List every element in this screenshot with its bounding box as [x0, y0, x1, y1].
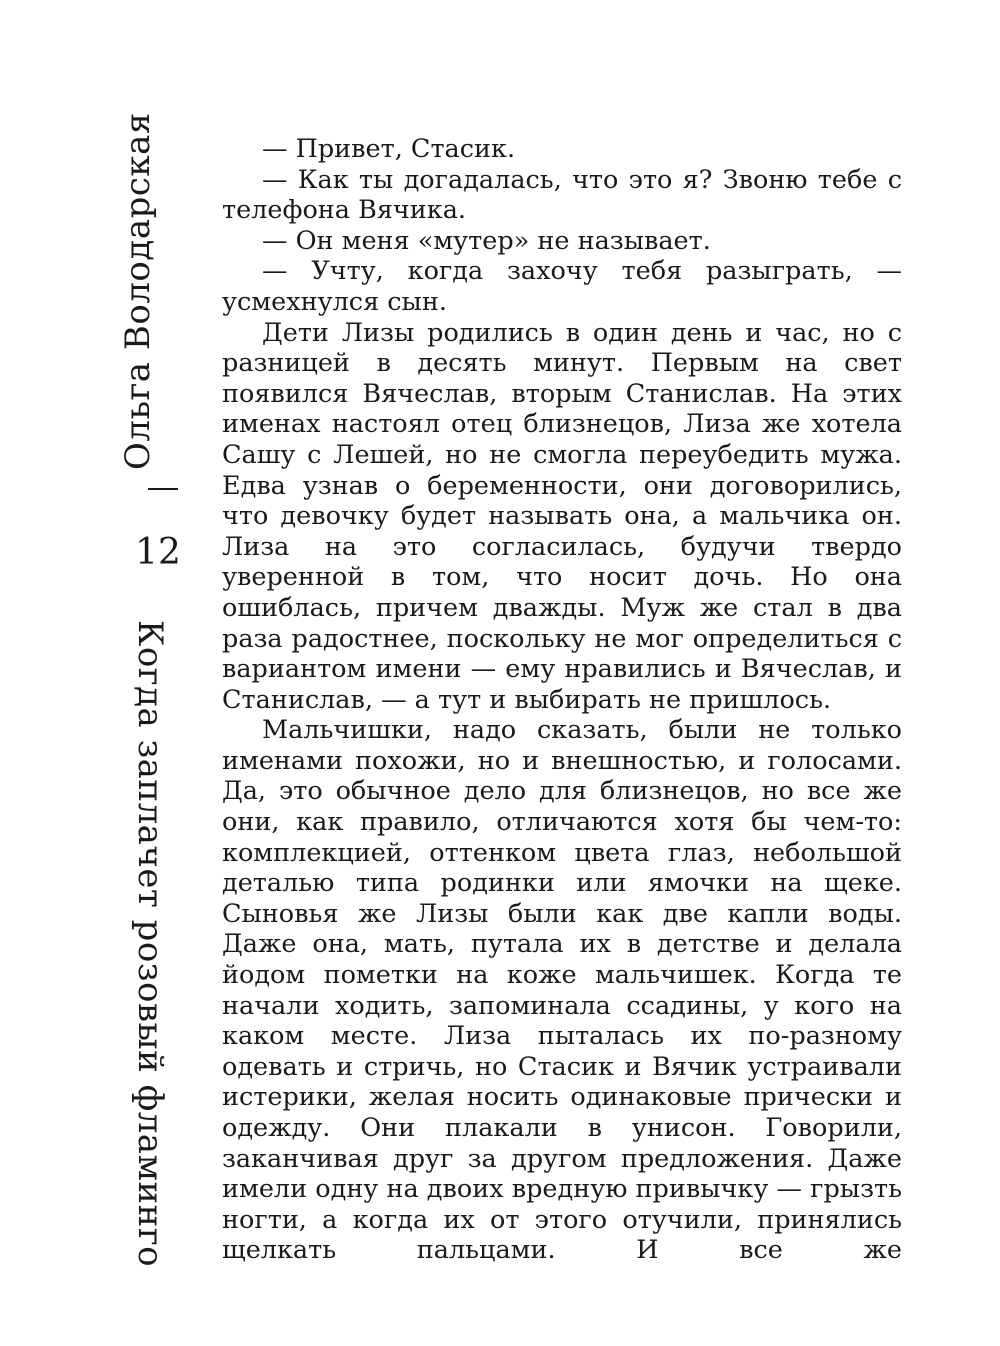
- running-head-author: Ольга Володарская: [118, 112, 158, 470]
- page-body-text: [222, 134, 902, 1266]
- page-number: 12: [135, 532, 181, 573]
- running-head-divider: [148, 488, 178, 490]
- paragraph: — Он меня «мутер» не называет.: [262, 225, 711, 256]
- paragraph: — Учту, когда захочу тебя разыграть, — усмехнулся сын.: [222, 256, 902, 317]
- paragraph: Мальчишки, надо сказать, были не только именами похожи, но и внешностью, и голосами. Да, это обычное дело для близнецов, но все же они, как правило, отличаются хотя бы чем-то: комплекцией, оттенком цвета глаз, небольшой деталью типа родинки или ямочки на щеке. Сыновья же Лизы были как две капли воды. Даже она, мать, путала их в детстве и делала йодом пометки на коже мальчишек. Когда те начали ходить, запоминала ссадины, у кого на каком месте. Лиза пыталась их по-разному одевать и стричь, но Стасик и Вячик устраивали истерики, желая носить одинаковые прически и одежду. Они плакали в унисон. Говорили, заканчивая друг за другом предложения. Даже имели одну на двоих вредную привычку — грызть ногти, а когда их от этого отучили, принялись щелкать пальцами. И все же: [222, 715, 902, 1266]
- paragraph: Дети Лизы родились в один день и час, но с разницей в десять минут. Первым на свет появился Вячеслав, вторым Станислав. На этих именах настоял отец близнецов, Лиза же хотела Сашу с Лешей, но не смогла переубедить мужа. Едва узнав о беременности, они договорились, что девочку будет называть она, а мальчика он. Лиза на это согласилась, будучи твердо уверенной в том, что носит дочь. Но она ошиблась, причем дважды. Муж же стал в два раза радостнее, поскольку не мог определиться с вариантом имени — ему нравились и Вячеслав, и Станислав, — а тут и выбирать не пришлось.: [222, 317, 902, 715]
- running-head-book-title: Когда заплачет розовый фламинго: [130, 620, 170, 1268]
- paragraph: — Как ты догадалась, что это я? Звоню тебе с телефона Вячика.: [222, 164, 902, 226]
- paragraph: — Привет, Стасик.: [262, 134, 516, 164]
